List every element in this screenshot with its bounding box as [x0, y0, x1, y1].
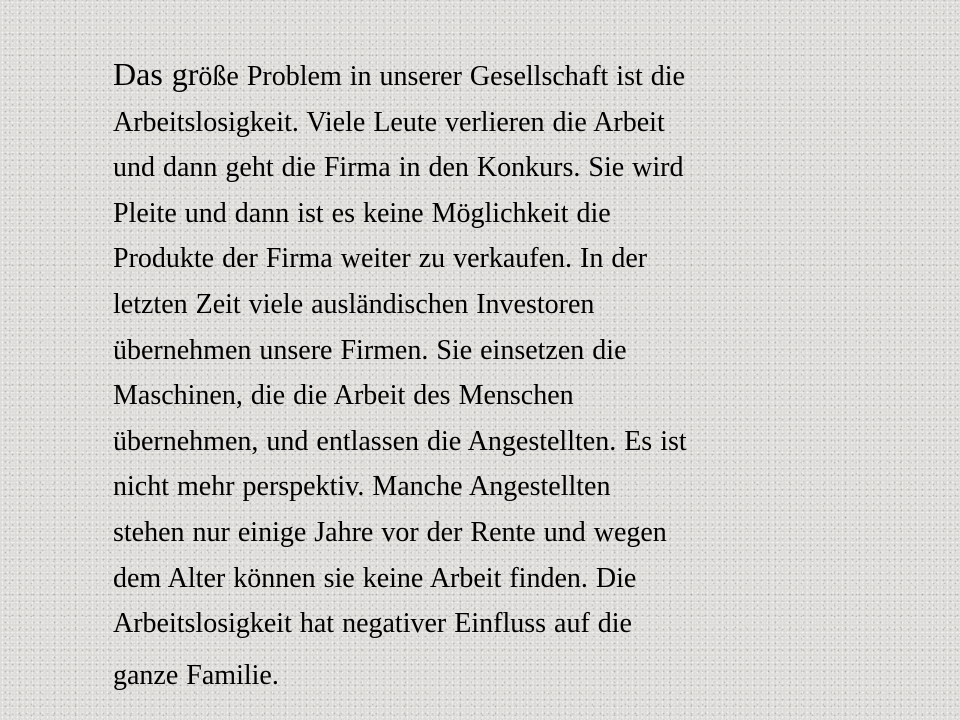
lead-word-tail: öße [198, 61, 239, 92]
essay-paragraph [113, 52, 893, 698]
text-line-12: dem Alter können sie keine Arbeit finden. Die [113, 562, 637, 594]
text-line-14: ganze Familie. [113, 659, 279, 691]
text-line-6: letzten Zeit viele ausländischen Investoren [113, 288, 595, 320]
text-line-4: Pleite und dann ist es keine Möglichkeit die [113, 197, 611, 229]
text-line-13: Arbeitslosigkeit hat negativer Einfluss auf die [113, 608, 632, 640]
lead-word: Das gr [113, 56, 199, 92]
text-line-2: Arbeitslosigkeit. Viele Leute verlieren die Arbeit [113, 106, 665, 138]
text-line-9: übernehmen, und entlassen die Angestellten. Es ist [113, 425, 687, 457]
text-line-11: stehen nur einige Jahre vor der Rente und wegen [113, 516, 667, 548]
text-line-3: und dann geht die Firma in den Konkurs. Sie wird [113, 152, 684, 184]
text-line-1 [113, 52, 893, 100]
text-line-1-rest: Problem in unserer Gesellschaft ist die [238, 61, 685, 92]
text-line-10: nicht mehr perspektiv. Manche Angestellten [113, 471, 611, 503]
text-line-8: Maschinen, die die Arbeit des Menschen [113, 380, 574, 412]
text-line-5: Produkte der Firma weiter zu verkaufen. In der [113, 243, 648, 275]
text-line-7: übernehmen unsere Firmen. Sie einsetzen die [113, 334, 627, 366]
